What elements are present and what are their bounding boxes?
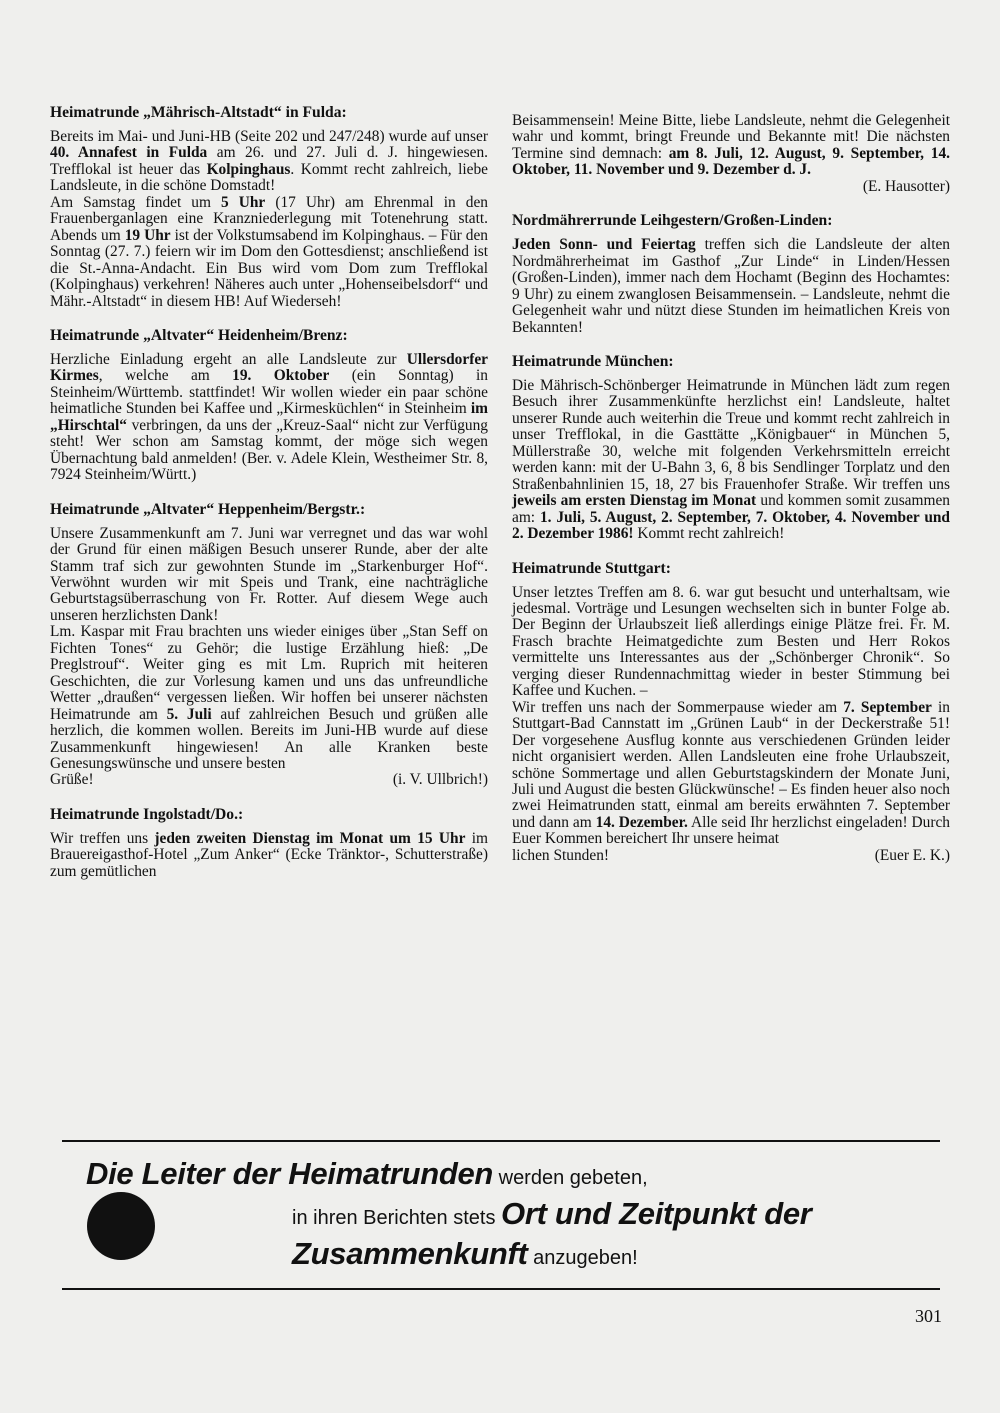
paragraph: Lm. Kaspar mit Frau brachten uns wieder einiges über „Stan Seff on Fichten Tones“ zu Gehör; die lustige Erzählung hieß: „De Preglstrouf“. Weiter ging es mit Lm. Ruprich mit heiteren Geschichten, die zur Vorlesung kamen und uns das unfreundliche Wetter „draußen“ vergessen ließen. Wir hoffen bei unserer nächsten Heimatrunde am 5. Juli auf zahlreichen Besuch und grüßen alle herzlich, die kommen wollen. Bereits im Juni-HB wurde auf diese Zusammenkunft hingewiesen! An alle Kranken beste Genesungswünsche und unsere besten — [50, 623, 488, 772]
notice-line-1: Die Leiter der Heimatrunden werden gebeten, — [86, 1156, 648, 1191]
section-title: Nordmährerrunde Leihgestern/Großen-Linden: — [512, 212, 833, 230]
section-muenchen — [512, 353, 950, 543]
page-number: 301 — [915, 1306, 942, 1326]
section-fulda — [50, 104, 488, 310]
section-linden — [512, 212, 950, 336]
paragraph: Wir treffen uns nach der Sommerpause wieder am 7. September in Stuttgart-Bad Cannstatt im „Grünen Laub“ in der Deckerstraße 51! Der vorgesehene Ausflug konnte aus verschiedenen Gründen leider nicht organisiert werden. Allen Landsleuten eine frohe Urlaubszeit, schöne Sommertage und allen Geburtstagskindern der Monate Juni, Juli und August die besten Glückwünsche! – Es finden heuer also noch zwei Heimatrunden statt, einmal am bereits erwähnten 7. September und dann am 14. Dezember. Alle seid Ihr herzlichst eingeladen! Durch Euer Kommen bereichert Ihr unsere heimat — [512, 698, 950, 848]
section-title: Heimatrunde Stuttgart: — [512, 559, 671, 577]
bullet-dot-icon — [87, 1192, 155, 1260]
section-title: Heimatrunde „Mährisch-Altstadt“ in Fulda: — [50, 104, 347, 121]
notice-line-3: Zusammenkunft anzugeben! — [292, 1236, 638, 1271]
paragraph: Unser letztes Treffen am 8. 6. war gut besucht und unterhaltsam, wie jedesmal. Vorträge und Lesungen wechselten sich in bunter Folge ab. Der Beginn der Urlaubszeit ließ allerdings einige Plätze frei. Fr. M. Frasch brachte Heimatgedichte zum Besten und Herr Rokos vermittelte uns Interessantes aus der „Schönberger Chronik“. So verging dieser Rundennachmittag wieder in bester Stimmung bei Kaffee und Kuchen. – — [512, 583, 950, 700]
left-column — [50, 104, 488, 897]
signature-row: lichen Stunden! (Euer E. K.) — [512, 846, 950, 864]
paragraph: Beisammensein! Meine Bitte, liebe Landsleute, nehmt die Gelegenheit wahr und kommt, bringt Freunde und Bekannte mit! Die nächsten Termine sind demnach: am 8. Juli, 12. August, 9. September, 14. Oktober, 11. November und 9. Dezember d. J. — [512, 112, 950, 179]
signature: (i. V. Ullbrich!) — [392, 771, 488, 789]
section-heppenheim — [50, 501, 488, 789]
section-ingolstadt — [50, 806, 488, 880]
paragraph: Unsere Zusammenkunft am 7. Juni war verregnet und das war wohl der Grund für einen mäßigen Besuch unserer Runde, aber der alte Stamm traf sich zur gewohnten Stunde im „Starkenburger Hof“. Verwöhnt wurden wir mit Speis und Trank, eine nachträgliche Geburtstagsüberraschung von Fr. Rotter. Auf diesem Wege auch unseren herzlichsten Dank! — [50, 524, 488, 624]
signature-row: Grüße! (i. V. Ullbrich!) — [50, 771, 488, 789]
section-title: Heimatrunde „Altvater“ Heppenheim/Bergstr.: — [50, 500, 366, 518]
section-title: Heimatrunde München: — [512, 352, 674, 370]
notice-line-2: in ihren Berichten stets Ort und Zeitpunkt der — [292, 1196, 812, 1231]
signature: (Euer E. K.) — [874, 846, 950, 864]
section-title: Heimatrunde Ingolstadt/Do.: — [50, 805, 244, 823]
paragraph: Die Mährisch-Schönberger Heimatrunde in München lädt zum regen Besuch ihrer Zusammenkünfte herzlichst ein! Landsleute, haltet unserer Runde auch weiterhin die Treue und kommt recht zahlreich in unser Trefflokal, in die Gasttätte „Königbauer“ in München 5, Müllerstraße 30, welche mit folgenden Verkehrsmitteln erreicht werden kann: mit der U-Bahn 3, 6, 8 bis Sendlinger Torplatz und den Straßenbahnlinien 15, 18, 27 bis Frauenhofer Straße. Wir treffen uns jeweils am ersten Dienstag im Monat und kommen somit zusammen am: 1. Juli, 5. August, 2. September, 7. Oktober, 4. November und 2. Dezember 1986! Kommt recht zahlreich! — [512, 376, 950, 543]
paragraph: Wir treffen uns jeden zweiten Dienstag im Monat um 15 Uhr im Brauereigasthof-Hotel „Zum Anker“ (Ecke Tränktor-, Schutterstraße) zum gemütlichen — [50, 829, 488, 880]
section-heidenheim — [50, 327, 488, 484]
paragraph: Bereits im Mai- und Juni-HB (Seite 202 und 247/248) wurde auf unser 40. Annafest in Fulda am 26. und 27. Juli d. J. hingewiesen. Trefflokal ist heuer das Kolpinghaus. Kommt recht zahlreich, liebe Landsleute, in die schöne Domstadt! — [50, 128, 489, 195]
right-column — [512, 113, 950, 881]
signature: (E. Hausotter) — [862, 177, 950, 195]
section-stuttgart — [512, 560, 950, 865]
paragraph: Herzliche Einladung ergeht an alle Landsleute zur Ullersdorfer Kirmes, welche am 19. Oktober (ein Sonntag) in Steinheim/Württemb. stattfindet! Wir wollen wieder ein paar schöne heimatliche Stunden bei Kaffee und „Kirmesküchlen“ in Steinheim im „Hirschtal“ verbringen, da uns der „Kreuz-Saal“ nicht zur Verfügung steht! Wer schon am Samstag kommt, der möge sich wegen Übernachtung bald anmelden! (Ber. v. Adele Klein, Westheimer Str. 8, 7924 Steinheim/Württ.) — [50, 350, 488, 484]
section-ingolstadt-continued — [512, 113, 950, 195]
section-title: Heimatrunde „Altvater“ Heidenheim/Brenz: — [50, 326, 348, 344]
paragraph: Am Samstag findet um 5 Uhr (17 Uhr) am Ehrenmal in den Frauenberganlagen eine Kranzniederlegung mit Totenehrung statt. Abends um 19 Uhr ist der Volkstumsabend im Kolpinghaus. – Für den Sonntag (27. 7.) feiern wir im Dom den Gottesdienst; anschließend ist die St.-Anna-Andacht. Ein Bus wird vom Dom zum Trefflokal (Kolpinghaus) verkehren! Näheres auch unter „Hohenseibelsdorf“ und Mähr.-Altstadt“ in diesem HB! Auf Wiederseh! — [50, 193, 488, 310]
notice-box — [62, 1140, 940, 1290]
paragraph: Jeden Sonn- und Feiertag treffen sich die Landsleute der alten Nordmährerheimat im Gasthof „Zur Linde“ in Linden/Hessen (Großen-Linden), immer nach dem Hochamt (Beginn des Hochamtes: 9 Uhr) zu einem zwanglosen Beisammensein. – Landsleute, nehmt die Gelegenheit wahr und nützt diese Stunden im heimatlichen Kreis von Bekannten! — [512, 236, 950, 336]
